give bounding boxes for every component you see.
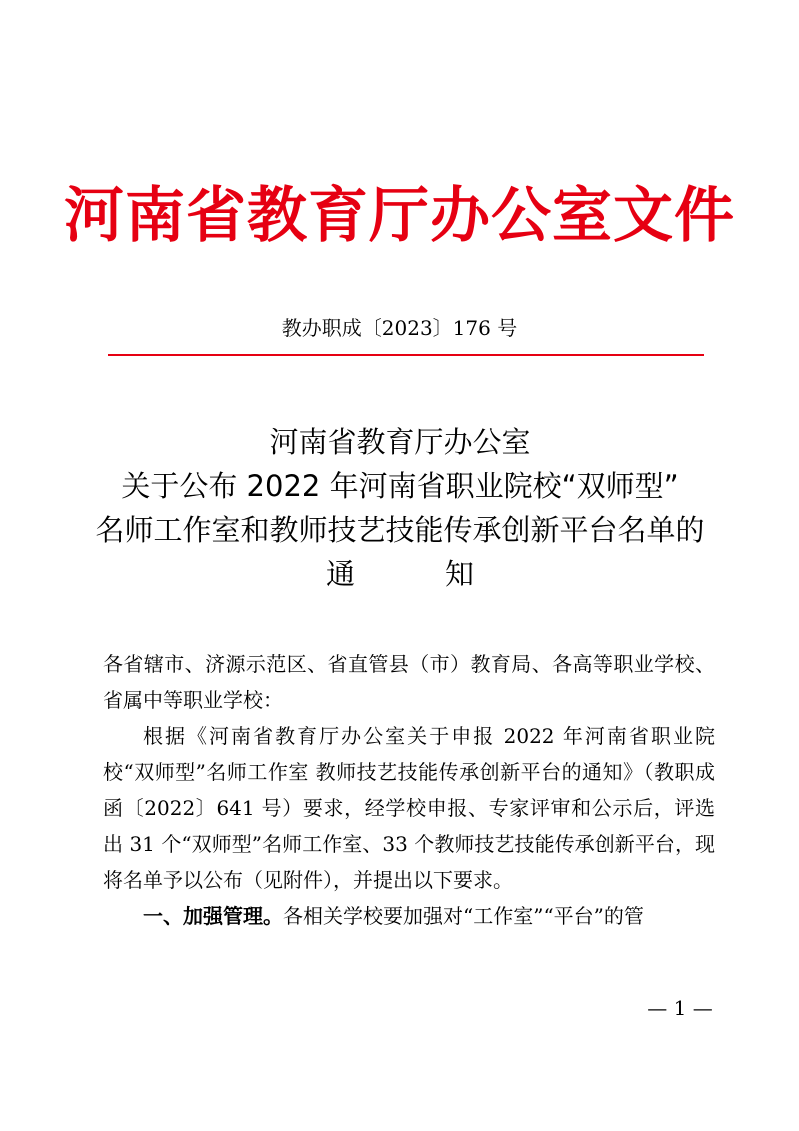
document-number: 教办职成〔2023〕176 号 (281, 316, 518, 340)
section-1-text: 各相关学校要加强对“工作室”“平台”的管 (283, 904, 644, 928)
section-1-heading: 一、加强管理。 (143, 904, 283, 928)
title-line-1: 河南省教育厅办公室 (269, 425, 531, 459)
title-line-4: 通知 (325, 557, 564, 591)
document-body (103, 646, 715, 934)
salutation: 各省辖市、济源示范区、省直管县（市）教育局、各高等职业学校、省属中等职业学校： (103, 652, 715, 712)
page-number: — 1 — (647, 996, 713, 1020)
notice-title (80, 420, 720, 596)
red-separator-line (108, 354, 704, 356)
title-line-2: 关于公布 2022 年河南省职业院校“双师型” (121, 469, 679, 503)
paragraph-1: 根据《河南省教育厅办公室关于申报 2022 年河南省职业院校“双师型”名师工作室 教师技艺技能传承创新平台的通知》（教职成函〔2022〕641 号）要求，经学校申报、专家评审和公示后，评选出 31 个“双师型”名师工作室、33 个教师技艺技能传承创新平台，现将名单予以公布（见附件），并提出以下要求。 (103, 724, 715, 892)
document-header-title: 河南省教育厅办公室文件 (64, 181, 735, 251)
section-1 (103, 898, 715, 934)
title-line-3: 名师工作室和教师技艺技能传承创新平台名单的 (95, 513, 705, 547)
